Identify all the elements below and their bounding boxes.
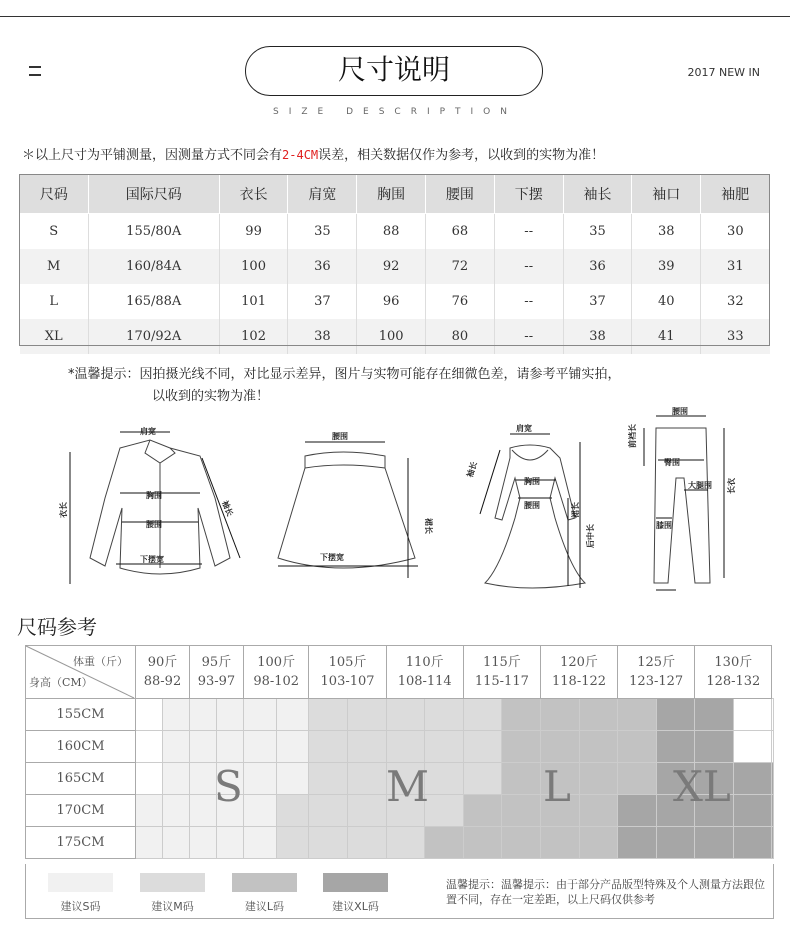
weight-column-header: 125斤 123-127 bbox=[618, 646, 695, 699]
size-fit-cell bbox=[243, 795, 276, 827]
size-col-header: 袖长 bbox=[563, 175, 632, 214]
skirt-length-label: 裙长 bbox=[424, 518, 433, 534]
size-col-header: 袖口 bbox=[632, 175, 701, 214]
size-fit-cell bbox=[733, 827, 772, 859]
height-row bbox=[26, 731, 774, 763]
size-fit-cell bbox=[695, 731, 734, 763]
size-fit-cell bbox=[540, 699, 579, 731]
size-fit-cell bbox=[162, 763, 189, 795]
size-fit-cell bbox=[309, 827, 348, 859]
weight-column-header: 110斤 108-114 bbox=[386, 646, 463, 699]
size-fit-cell bbox=[656, 731, 695, 763]
size-cell: M bbox=[20, 249, 89, 284]
size-cell: 88 bbox=[357, 214, 426, 250]
reference-header bbox=[26, 646, 774, 699]
shirt-sleeve-label: 袖长 bbox=[220, 499, 235, 518]
shirt-hem-label: 下摆宽 bbox=[140, 555, 164, 564]
size-fit-cell bbox=[243, 763, 276, 795]
legend-label: 建议XL码 bbox=[332, 900, 379, 913]
size-fit-cell bbox=[772, 795, 774, 827]
error-range: 2-4CM bbox=[282, 148, 319, 162]
size-cell: 39 bbox=[632, 249, 701, 284]
legend-item bbox=[140, 873, 205, 914]
dress-skirt-length-label: 裙长 bbox=[571, 502, 580, 518]
size-fit-cell bbox=[502, 795, 541, 827]
size-cell: 37 bbox=[563, 284, 632, 319]
height-label: 170CM bbox=[26, 795, 136, 827]
size-fit-cell bbox=[733, 795, 772, 827]
size-fit-cell bbox=[656, 827, 695, 859]
size-cell: 35 bbox=[288, 214, 357, 250]
size-cell: 35 bbox=[563, 214, 632, 250]
size-fit-cell bbox=[772, 731, 774, 763]
legend-item bbox=[48, 873, 113, 914]
legend-label: 建议L码 bbox=[244, 900, 285, 913]
size-col-header: 腰围 bbox=[426, 175, 495, 214]
size-fit-cell bbox=[425, 795, 464, 827]
size-fit-cell bbox=[386, 827, 425, 859]
size-fit-cell bbox=[309, 699, 348, 731]
size-fit-cell bbox=[243, 699, 276, 731]
size-col-header: 袖肥 bbox=[701, 175, 770, 214]
size-fit-cell bbox=[386, 731, 425, 763]
size-fit-cell bbox=[540, 731, 579, 763]
pants-waist-label: 腰围 bbox=[672, 407, 688, 416]
size-cell: S bbox=[20, 214, 89, 250]
size-cell: 31 bbox=[701, 249, 770, 284]
size-cell: 80 bbox=[426, 319, 495, 354]
size-fit-cell bbox=[618, 827, 657, 859]
size-col-header: 胸围 bbox=[357, 175, 426, 214]
size-fit-cell bbox=[425, 731, 464, 763]
size-fit-cell bbox=[243, 827, 276, 859]
size-fit-cell bbox=[189, 827, 216, 859]
size-cell: 33 bbox=[701, 319, 770, 354]
size-cell: 68 bbox=[426, 214, 495, 250]
size-fit-cell bbox=[463, 731, 502, 763]
top-divider bbox=[0, 16, 790, 17]
legend-swatch bbox=[232, 873, 297, 892]
pants-length-label: 长衣 bbox=[727, 478, 736, 494]
size-fit-cell bbox=[136, 763, 163, 795]
size-fit-cell bbox=[189, 763, 216, 795]
height-row bbox=[26, 827, 774, 859]
size-fit-cell bbox=[463, 827, 502, 859]
measurement-figures bbox=[50, 407, 750, 598]
skirt-waist-label: 腰围 bbox=[332, 432, 348, 441]
size-cell: 76 bbox=[426, 284, 495, 319]
legend-item bbox=[323, 873, 388, 914]
shirt-shoulder-label: 肩宽 bbox=[140, 427, 156, 436]
weight-column-header: 120斤 118-122 bbox=[540, 646, 617, 699]
size-cell: 72 bbox=[426, 249, 495, 284]
shirt-length-label: 衣长 bbox=[59, 502, 68, 518]
size-col-header: 衣长 bbox=[219, 175, 288, 214]
size-fit-cell bbox=[136, 731, 163, 763]
size-fit-cell bbox=[695, 827, 734, 859]
shirt-waist-label: 腰围 bbox=[146, 520, 162, 529]
size-fit-cell bbox=[502, 763, 541, 795]
legend-label: 建议M码 bbox=[151, 900, 194, 913]
size-cell: 92 bbox=[357, 249, 426, 284]
size-fit-cell bbox=[618, 763, 657, 795]
size-fit-cell bbox=[386, 699, 425, 731]
size-fit-cell bbox=[276, 731, 309, 763]
height-axis-label: 身高（CM） bbox=[29, 676, 93, 689]
dress-back-length-label: 后中长 bbox=[586, 524, 595, 548]
size-fit-cell bbox=[733, 699, 772, 731]
size-fit-cell bbox=[733, 763, 772, 795]
skirt-figure bbox=[278, 442, 418, 578]
size-fit-cell bbox=[216, 827, 243, 859]
size-fit-cell bbox=[243, 731, 276, 763]
size-cell: -- bbox=[494, 284, 563, 319]
size-fit-cell bbox=[136, 827, 163, 859]
size-fit-cell bbox=[502, 827, 541, 859]
size-fit-cell bbox=[540, 827, 579, 859]
size-fit-cell bbox=[695, 699, 734, 731]
size-fit-cell bbox=[772, 699, 774, 731]
size-cell: 165/88A bbox=[88, 284, 219, 319]
height-label: 160CM bbox=[26, 731, 136, 763]
size-cell: L bbox=[20, 284, 89, 319]
dress-figure bbox=[480, 434, 585, 588]
height-label: 155CM bbox=[26, 699, 136, 731]
size-cell: 37 bbox=[288, 284, 357, 319]
size-label-l: L bbox=[543, 762, 571, 811]
weight-column-header: 95斤 93-97 bbox=[189, 646, 243, 699]
size-fit-cell bbox=[425, 827, 464, 859]
size-label-m: M bbox=[386, 762, 430, 811]
size-col-header: 下摆 bbox=[494, 175, 563, 214]
page-subtitle: SIZE DESCRIPTION bbox=[273, 107, 517, 117]
size-cell: 170/92A bbox=[88, 319, 219, 354]
size-fit-cell bbox=[136, 795, 163, 827]
size-cell: 160/84A bbox=[88, 249, 219, 284]
size-row bbox=[20, 319, 770, 354]
size-fit-cell bbox=[618, 795, 657, 827]
legend-item bbox=[232, 873, 297, 914]
size-fit-cell bbox=[276, 827, 309, 859]
height-row bbox=[26, 699, 774, 731]
pants-figure bbox=[644, 416, 724, 590]
size-fit-cell bbox=[309, 731, 348, 763]
size-cell: -- bbox=[494, 214, 563, 250]
size-cell: 36 bbox=[563, 249, 632, 284]
legend-swatch bbox=[48, 873, 113, 892]
size-cell: -- bbox=[494, 319, 563, 354]
size-cell: 41 bbox=[632, 319, 701, 354]
dress-chest-label: 胸围 bbox=[524, 477, 540, 486]
skirt-hem-label: 下摆宽 bbox=[320, 553, 344, 562]
size-cell: 40 bbox=[632, 284, 701, 319]
reference-corner bbox=[26, 646, 136, 699]
size-fit-cell bbox=[136, 699, 163, 731]
size-fit-cell bbox=[162, 795, 189, 827]
size-fit-cell bbox=[579, 763, 618, 795]
size-fit-cell bbox=[276, 699, 309, 731]
measure-note: ＊以上尺寸为平铺测量，因测量方式不同会有2-4CM误差，相关数据仅作为参考，以收到的实物为准！ bbox=[22, 148, 605, 163]
legend-label: 建议S码 bbox=[60, 900, 101, 913]
size-fit-cell bbox=[216, 731, 243, 763]
size-legend bbox=[25, 864, 774, 919]
color-tip: *温馨提示：因拍摄光线不同，对比显示差异，图片与实物可能存在细微色差，请参考平铺实拍， 以收到的实物为准！ bbox=[68, 367, 621, 404]
size-cell: 36 bbox=[288, 249, 357, 284]
size-fit-cell bbox=[772, 763, 774, 795]
size-cell: 155/80A bbox=[88, 214, 219, 250]
size-fit-cell bbox=[502, 699, 541, 731]
size-fit-cell bbox=[189, 731, 216, 763]
size-col-header: 国际尺码 bbox=[88, 175, 219, 214]
weight-column-header: 100斤 98-102 bbox=[243, 646, 309, 699]
size-fit-cell bbox=[579, 699, 618, 731]
size-fit-cell bbox=[579, 731, 618, 763]
size-fit-cell bbox=[276, 795, 309, 827]
size-fit-cell bbox=[162, 731, 189, 763]
size-fit-cell bbox=[656, 699, 695, 731]
size-fit-cell bbox=[463, 699, 502, 731]
size-cell: 99 bbox=[219, 214, 288, 250]
size-fit-cell bbox=[216, 699, 243, 731]
size-fit-cell bbox=[463, 795, 502, 827]
page-title: 尺寸说明 bbox=[245, 46, 543, 96]
size-fit-cell bbox=[618, 699, 657, 731]
size-fit-cell bbox=[618, 731, 657, 763]
size-label-xl: XL bbox=[673, 762, 731, 811]
height-label: 165CM bbox=[26, 763, 136, 795]
height-label: 175CM bbox=[26, 827, 136, 859]
size-cell: 32 bbox=[701, 284, 770, 319]
pants-knee-label: 膝围 bbox=[656, 521, 672, 530]
size-cell: 38 bbox=[288, 319, 357, 354]
size-table bbox=[19, 174, 770, 354]
size-fit-cell bbox=[348, 795, 387, 827]
legend-swatch bbox=[323, 873, 388, 892]
size-cell: 100 bbox=[219, 249, 288, 284]
size-cell: 100 bbox=[357, 319, 426, 354]
size-cell: 38 bbox=[563, 319, 632, 354]
size-fit-cell bbox=[463, 763, 502, 795]
size-fit-cell bbox=[579, 827, 618, 859]
size-fit-cell bbox=[733, 731, 772, 763]
dress-sleeve-label: 袖长 bbox=[465, 460, 479, 479]
size-col-header: 肩宽 bbox=[288, 175, 357, 214]
menu-icon[interactable] bbox=[29, 66, 41, 76]
size-row bbox=[20, 249, 770, 284]
size-label-s: S bbox=[214, 762, 243, 811]
size-cell: 96 bbox=[357, 284, 426, 319]
size-fit-cell bbox=[276, 763, 309, 795]
size-col-header: 尺码 bbox=[20, 175, 89, 214]
size-fit-cell bbox=[348, 827, 387, 859]
pants-hip-label: 臀围 bbox=[664, 458, 680, 467]
size-cell: 38 bbox=[632, 214, 701, 250]
size-fit-cell bbox=[162, 827, 189, 859]
dress-shoulder-label: 肩宽 bbox=[516, 424, 532, 433]
size-fit-cell bbox=[309, 795, 348, 827]
pants-thigh-label: 大腿围 bbox=[688, 481, 712, 490]
size-fit-cell bbox=[348, 731, 387, 763]
new-in-label: 2017 NEW IN bbox=[687, 66, 760, 79]
size-fit-cell bbox=[502, 731, 541, 763]
size-fit-cell bbox=[189, 795, 216, 827]
size-row bbox=[20, 284, 770, 319]
weight-column-header: 90斤 88-92 bbox=[136, 646, 190, 699]
size-fit-cell bbox=[579, 795, 618, 827]
size-cell: XL bbox=[20, 319, 89, 354]
size-cell: 101 bbox=[219, 284, 288, 319]
weight-column-header: 115斤 115-117 bbox=[463, 646, 540, 699]
legend-swatch bbox=[140, 873, 205, 892]
size-cell: 30 bbox=[701, 214, 770, 250]
size-fit-cell bbox=[425, 699, 464, 731]
size-cell: -- bbox=[494, 249, 563, 284]
size-fit-cell bbox=[772, 827, 774, 859]
size-fit-cell bbox=[425, 763, 464, 795]
size-fit-cell bbox=[309, 763, 348, 795]
weight-column-header: 130斤 128-132 bbox=[695, 646, 772, 699]
size-table-header bbox=[20, 175, 770, 214]
size-reference-title: 尺码参考 bbox=[17, 615, 97, 639]
shirt-chest-label: 胸围 bbox=[146, 491, 162, 500]
size-fit-cell bbox=[348, 699, 387, 731]
size-fit-cell bbox=[348, 763, 387, 795]
dress-waist-label: 腰围 bbox=[524, 501, 540, 510]
size-cell: 102 bbox=[219, 319, 288, 354]
weight-axis-label: 体重（斤） bbox=[73, 655, 128, 668]
size-fit-cell bbox=[162, 699, 189, 731]
size-fit-cell bbox=[189, 699, 216, 731]
weight-column-header: 105斤 103-107 bbox=[309, 646, 386, 699]
legend-note: 温馨提示：温馨提示：由于部分产品版型特殊及个人测量方法跟位置不同，存在一定差距，以上尺码仅供参考 bbox=[446, 878, 765, 906]
size-reference-table bbox=[25, 645, 774, 859]
pants-front-rise-label: 前裆长 bbox=[628, 424, 637, 448]
size-row bbox=[20, 214, 770, 250]
